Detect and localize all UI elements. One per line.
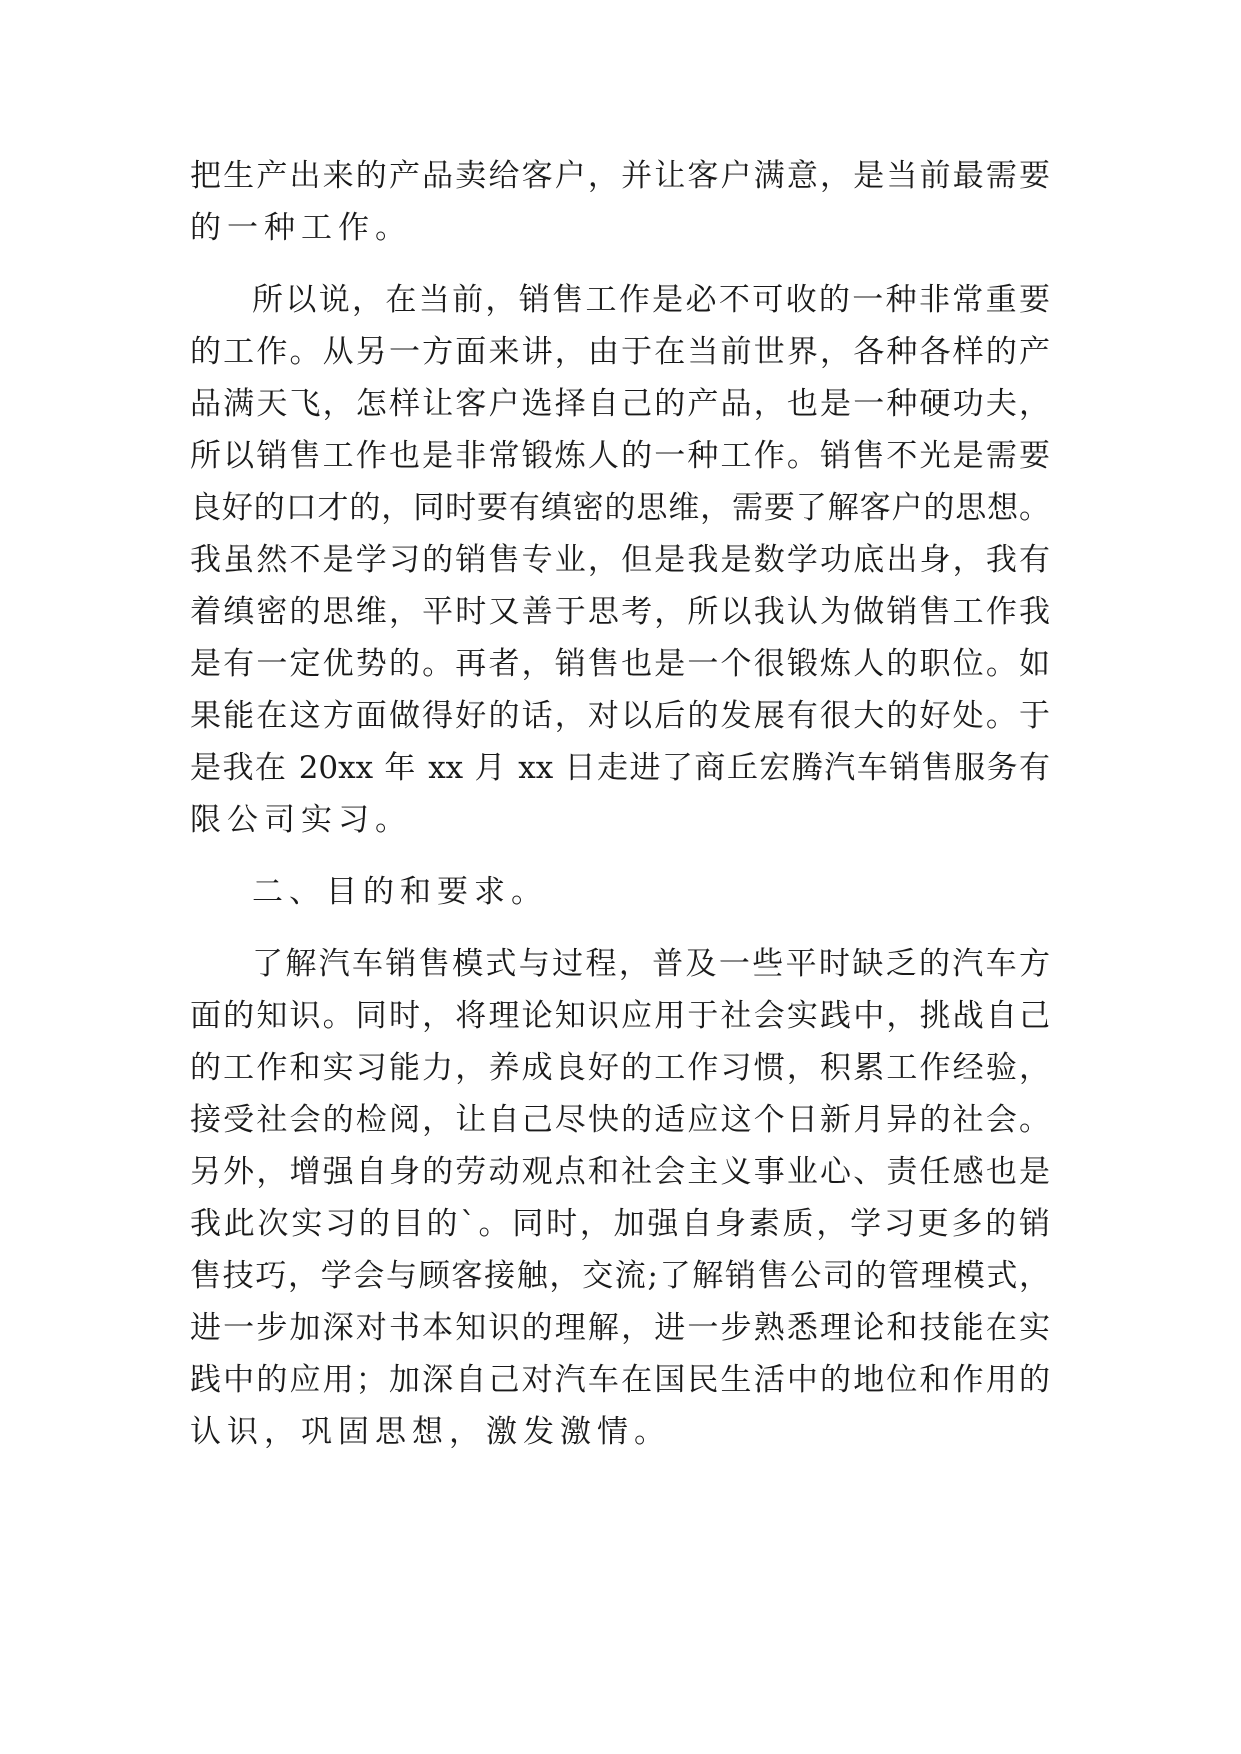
- text-line: 践中的应用；加深自己对汽车在国民生活中的地位和作用的: [190, 1362, 1050, 1398]
- text-line: 所以说，在当前，销售工作是必不可收的一种非常重要: [252, 282, 1050, 318]
- heading-line: 二、目的和要求。: [252, 874, 548, 910]
- text-line: 是有一定优势的。再者，销售也是一个很锻炼人的职位。如: [190, 646, 1050, 682]
- text-line: 果能在这方面做得好的话，对以后的发展有很大的好处。于: [190, 698, 1050, 734]
- text-line: 售技巧，学会与顾客接触，交流;了解销售公司的管理模式，: [190, 1258, 1050, 1294]
- text-line: 的一种工作。: [190, 210, 412, 246]
- text-line: 是我在 20xx 年 xx 月 xx 日走进了商丘宏腾汽车销售服务有: [190, 750, 1050, 786]
- text-line: 接受社会的检阅，让自己尽快的适应这个日新月异的社会。: [190, 1102, 1050, 1138]
- section-heading: [190, 866, 1050, 918]
- text-line: 认识，巩固思想，激发激情。: [190, 1414, 671, 1450]
- text-line: 良好的口才的，同时要有缜密的思维，需要了解客户的思想。: [190, 490, 1050, 526]
- text-line: 把生产出来的产品卖给客户，并让客户满意，是当前最需要: [190, 158, 1050, 194]
- text-line: 所以销售工作也是非常锻炼人的一种工作。销售不光是需要: [190, 438, 1050, 474]
- text-line: 我虽然不是学习的销售专业，但是我是数学功底出身，我有: [190, 542, 1050, 578]
- text-line: 面的知识。同时，将理论知识应用于社会实践中，挑战自己: [190, 998, 1050, 1034]
- text-line: 品满天飞，怎样让客户选择自己的产品，也是一种硬功夫，: [190, 386, 1050, 422]
- text-line: 限公司实习。: [190, 802, 412, 838]
- text-line: 的工作。从另一方面来讲，由于在当前世界，各种各样的产: [190, 334, 1050, 370]
- text-line: 进一步加深对书本知识的理解，进一步熟悉理论和技能在实: [190, 1310, 1050, 1346]
- paragraph: [190, 938, 1050, 1458]
- text-line: 了解汽车销售模式与过程，普及一些平时缺乏的汽车方: [252, 946, 1050, 982]
- text-line: 的工作和实习能力，养成良好的工作习惯，积累工作经验，: [190, 1050, 1050, 1086]
- paragraph: [190, 150, 1050, 254]
- body-text: [190, 150, 1050, 1458]
- text-line: 另外，增强自身的劳动观点和社会主义事业心、责任感也是: [190, 1154, 1050, 1190]
- text-line: 我此次实习的目的`。同时，加强自身素质，学习更多的销: [190, 1206, 1050, 1242]
- text-line: 着缜密的思维，平时又善于思考，所以我认为做销售工作我: [190, 594, 1050, 630]
- paragraph: [190, 274, 1050, 846]
